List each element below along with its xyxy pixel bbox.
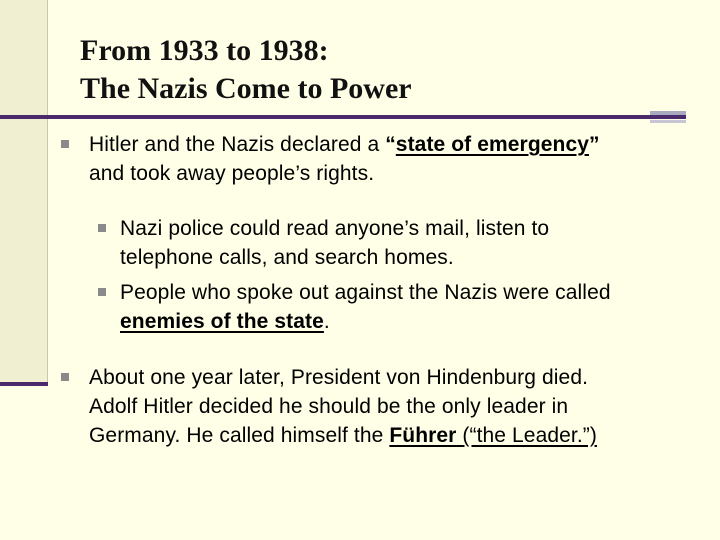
bullet-marker-icon [61,140,69,148]
title-rule-shadow-bottom [650,120,686,123]
sub-bullet-2-line-1: People who spoke out against the Nazis were called [120,281,611,304]
bullet-2-text [89,363,597,450]
leader-translation: (“the Leader.”) [462,424,597,447]
bullet-1-text [89,130,600,188]
bullet-marker-icon [61,373,69,381]
slide-title [80,32,412,108]
sub-bullet-marker-icon [98,224,106,232]
bullet-2-line-2: Adolf Hitler decided he should be the only leader in [89,395,569,418]
sub-bullet-2-text [120,278,611,336]
title-divider [0,115,686,119]
sub-bullet-2-emphasis: enemies of the state [120,310,324,333]
bullet-2-line-1: About one year later, President von Hindenburg died. [89,366,589,389]
left-decorative-band [0,0,48,383]
bullet-1-open-quote: “ [385,133,396,156]
sub-bullet-1-line-2: telephone calls, and search homes. [120,246,454,269]
left-band-accent [0,382,48,386]
bullet-1-close-quote: ” [589,133,600,156]
sub-bullet-marker-icon [98,288,106,296]
fuhrer-term: Führer [389,424,457,447]
bullet-2-line-3-prefix: Germany. He called himself the [89,424,390,447]
title-line-1: From 1933 to 1938: [80,34,329,67]
sub-bullet-1-line-1: Nazi police could read anyone’s mail, listen to [120,217,550,240]
title-line-2: The Nazis Come to Power [80,72,412,105]
sub-bullet-1-text [120,214,549,272]
bullet-1-line-2: and took away people’s rights. [89,162,375,185]
bullet-1-prefix: Hitler and the Nazis declared a [89,133,386,156]
bullet-1-emphasis: state of emergency [395,133,590,156]
sub-bullet-2-period: . [323,310,330,333]
